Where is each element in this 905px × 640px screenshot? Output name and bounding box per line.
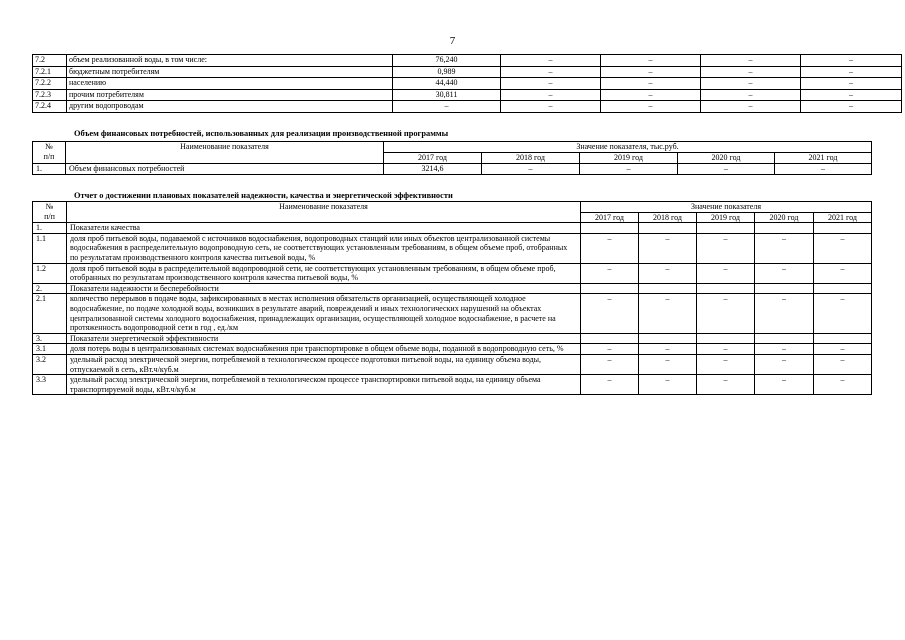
row-value: – bbox=[601, 66, 701, 78]
table-row bbox=[33, 294, 872, 333]
row-number: 2.1 bbox=[33, 294, 67, 333]
row-number: 3.2 bbox=[33, 354, 67, 374]
empty-cell bbox=[755, 283, 814, 294]
column-header-num bbox=[33, 202, 67, 223]
row-value: – bbox=[501, 55, 601, 67]
row-value: – bbox=[814, 233, 872, 263]
row-value: – bbox=[581, 233, 639, 263]
table-row bbox=[33, 164, 872, 175]
row-value: – bbox=[581, 344, 639, 355]
row-name: удельный расход электрической энергии, потребляемой в технологическом процессе транспортировки питьевой воды, на единицу объема транспортируемой воды, кВт.ч/куб.м bbox=[67, 375, 581, 395]
row-value: – bbox=[801, 101, 902, 113]
year-header: 2017 год bbox=[384, 153, 482, 164]
section-row bbox=[33, 283, 872, 294]
row-value: – bbox=[697, 263, 755, 283]
table-row bbox=[33, 354, 872, 374]
row-value: – bbox=[814, 294, 872, 333]
column-header-num-line2: п/п bbox=[43, 152, 55, 161]
row-value: – bbox=[814, 263, 872, 283]
year-header: 2017 год bbox=[581, 212, 639, 223]
row-number: 3.3 bbox=[33, 375, 67, 395]
year-header: 2020 год bbox=[678, 153, 775, 164]
table-row bbox=[33, 66, 902, 78]
row-number: 7.2.4 bbox=[33, 101, 67, 113]
table-row bbox=[33, 263, 872, 283]
column-header-num bbox=[33, 142, 66, 164]
section-title: Показатели надежности и бесперебойности bbox=[67, 283, 581, 294]
empty-cell bbox=[697, 283, 755, 294]
empty-cell bbox=[814, 223, 872, 234]
row-value: – bbox=[755, 375, 814, 395]
row-number: 7.2.3 bbox=[33, 89, 67, 101]
row-value: – bbox=[775, 164, 872, 175]
column-header-num-line2: п/п bbox=[44, 211, 55, 221]
row-value: – bbox=[639, 375, 697, 395]
row-name: объем реализованной воды, в том числе: bbox=[67, 55, 393, 67]
row-value: – bbox=[678, 164, 775, 175]
row-value: – bbox=[501, 66, 601, 78]
report-table bbox=[32, 201, 872, 395]
table-row bbox=[33, 78, 902, 90]
row-name: доля потерь воды в централизованных системах водоснабжения при транспортировке в общем объеме воды, поданной в водопроводную сеть, % bbox=[67, 344, 581, 355]
finance-table bbox=[32, 141, 872, 175]
column-header-value: Значение показателя, тыс.руб. bbox=[384, 142, 872, 153]
report-table-title: Отчет о достижении плановых показателей надежности, качества и энергетической эффективности bbox=[74, 191, 453, 200]
row-value: – bbox=[701, 66, 801, 78]
empty-cell bbox=[697, 223, 755, 234]
column-header-num-line1: № bbox=[45, 142, 53, 151]
table-row bbox=[33, 89, 902, 101]
page-number: 7 bbox=[449, 35, 456, 47]
row-name: количество перерывов в подаче воды, зафиксированных в местах исполнения обязательств организацией, осуществляющей холодное водоснабжение, по подаче холодной воды, возникших в результате аварий, повреждений и иных технологических нарушений на объектах централизованной системы холодного водоснабжения, принадлежащих организации, осуществляющей холодное водоснабжение, в расчете на протяженность водопроводной сети в год , ед./км bbox=[67, 294, 581, 333]
section-title: Показатели энергетической эффективности bbox=[67, 333, 581, 344]
year-header: 2020 год bbox=[755, 212, 814, 223]
row-value: – bbox=[755, 233, 814, 263]
row-name: населению bbox=[67, 78, 393, 90]
water-sales-table bbox=[32, 54, 902, 113]
year-header: 2019 год bbox=[697, 212, 755, 223]
section-row bbox=[33, 333, 872, 344]
row-number: 1.2 bbox=[33, 263, 67, 283]
row-value: – bbox=[697, 344, 755, 355]
column-header-name: Наименование показателя bbox=[67, 202, 581, 223]
row-value: – bbox=[580, 164, 678, 175]
row-value: – bbox=[581, 263, 639, 283]
row-value: – bbox=[601, 101, 701, 113]
row-value: – bbox=[639, 354, 697, 374]
row-number: 1. bbox=[33, 223, 67, 234]
row-name: Объем финансовых потребностей bbox=[66, 164, 384, 175]
year-header: 2021 год bbox=[775, 153, 872, 164]
table-row bbox=[33, 55, 902, 67]
row-number: 3.1 bbox=[33, 344, 67, 355]
row-value: – bbox=[697, 354, 755, 374]
row-value: – bbox=[755, 263, 814, 283]
row-value: – bbox=[601, 55, 701, 67]
row-value: – bbox=[601, 78, 701, 90]
row-value: 3214,6 bbox=[384, 164, 482, 175]
empty-cell bbox=[581, 223, 639, 234]
column-header-value: Значение показателя bbox=[581, 202, 872, 213]
row-name: прочим потребителям bbox=[67, 89, 393, 101]
report-header-row bbox=[33, 202, 872, 213]
row-number: 2. bbox=[33, 283, 67, 294]
column-header-name: Наименование показателя bbox=[66, 142, 384, 164]
empty-cell bbox=[639, 333, 697, 344]
finance-table-title: Объем финансовых потребностей, использованных для реализации производственной программы bbox=[74, 129, 449, 138]
empty-cell bbox=[697, 333, 755, 344]
finance-header-row bbox=[33, 142, 872, 153]
row-name: удельный расход электрической энергии, потребляемой в технологическом процессе подготовки питьевой воды, на единицу объема воды, отпускаемой в сеть, кВт.ч/куб.м bbox=[67, 354, 581, 374]
row-value: – bbox=[501, 78, 601, 90]
row-value: – bbox=[601, 89, 701, 101]
row-value: 30,811 bbox=[393, 89, 501, 101]
row-value: – bbox=[701, 101, 801, 113]
row-value: – bbox=[697, 375, 755, 395]
row-number: 7.2 bbox=[33, 55, 67, 67]
section-title: Показатели качества bbox=[67, 223, 581, 234]
row-value: – bbox=[814, 344, 872, 355]
row-value: – bbox=[639, 344, 697, 355]
table-row bbox=[33, 344, 872, 355]
row-name: доля проб питьевой воды, подаваемой с источников водоснабжения, водопроводных станций или иных объектов централизованной системы водоснабжения в распределительную водопроводную сеть, не соответствующих установленным требованиям, в общем объеме проб, отобранных по результатам производственного контроля качества питьевой воды, % bbox=[67, 233, 581, 263]
year-header: 2019 год bbox=[580, 153, 678, 164]
section-row bbox=[33, 223, 872, 234]
row-value: – bbox=[755, 354, 814, 374]
empty-cell bbox=[755, 333, 814, 344]
row-value: – bbox=[697, 233, 755, 263]
row-value: – bbox=[814, 354, 872, 374]
row-name: бюджетным потребителям bbox=[67, 66, 393, 78]
row-value: 44,440 bbox=[393, 78, 501, 90]
row-value: 0,989 bbox=[393, 66, 501, 78]
row-value: – bbox=[639, 294, 697, 333]
row-value: – bbox=[701, 89, 801, 101]
row-value: – bbox=[801, 66, 902, 78]
row-number: 7.2.2 bbox=[33, 78, 67, 90]
row-number: 1. bbox=[33, 164, 66, 175]
row-number: 3. bbox=[33, 333, 67, 344]
row-number: 1.1 bbox=[33, 233, 67, 263]
row-value: – bbox=[701, 55, 801, 67]
row-value: – bbox=[814, 375, 872, 395]
table-row bbox=[33, 233, 872, 263]
row-value: – bbox=[801, 78, 902, 90]
row-value: – bbox=[639, 233, 697, 263]
row-name: другим водопроводам bbox=[67, 101, 393, 113]
row-value: – bbox=[639, 263, 697, 283]
row-value: – bbox=[581, 375, 639, 395]
row-value: – bbox=[701, 78, 801, 90]
row-name: доля проб питьевой воды в распределительной водопроводной сети, не соответствующих установленным требованиям, в общем объеме проб, отобранных по результатам производственного контроля качества питьевой воды, % bbox=[67, 263, 581, 283]
empty-cell bbox=[814, 333, 872, 344]
year-header: 2021 год bbox=[814, 212, 872, 223]
empty-cell bbox=[814, 283, 872, 294]
row-value: 76,240 bbox=[393, 55, 501, 67]
table-row bbox=[33, 375, 872, 395]
row-value: – bbox=[801, 55, 902, 67]
row-value: – bbox=[801, 89, 902, 101]
empty-cell bbox=[755, 223, 814, 234]
column-header-num-line1: № bbox=[45, 202, 54, 211]
row-value: – bbox=[393, 101, 501, 113]
row-value: – bbox=[697, 294, 755, 333]
empty-cell bbox=[581, 283, 639, 294]
row-value: – bbox=[755, 294, 814, 333]
table-row bbox=[33, 101, 902, 113]
row-value: – bbox=[482, 164, 580, 175]
row-number: 7.2.1 bbox=[33, 66, 67, 78]
row-value: – bbox=[581, 294, 639, 333]
row-value: – bbox=[501, 101, 601, 113]
empty-cell bbox=[639, 223, 697, 234]
empty-cell bbox=[639, 283, 697, 294]
year-header: 2018 год bbox=[639, 212, 697, 223]
empty-cell bbox=[581, 333, 639, 344]
year-header: 2018 год bbox=[482, 153, 580, 164]
row-value: – bbox=[501, 89, 601, 101]
row-value: – bbox=[581, 354, 639, 374]
row-value: – bbox=[755, 344, 814, 355]
